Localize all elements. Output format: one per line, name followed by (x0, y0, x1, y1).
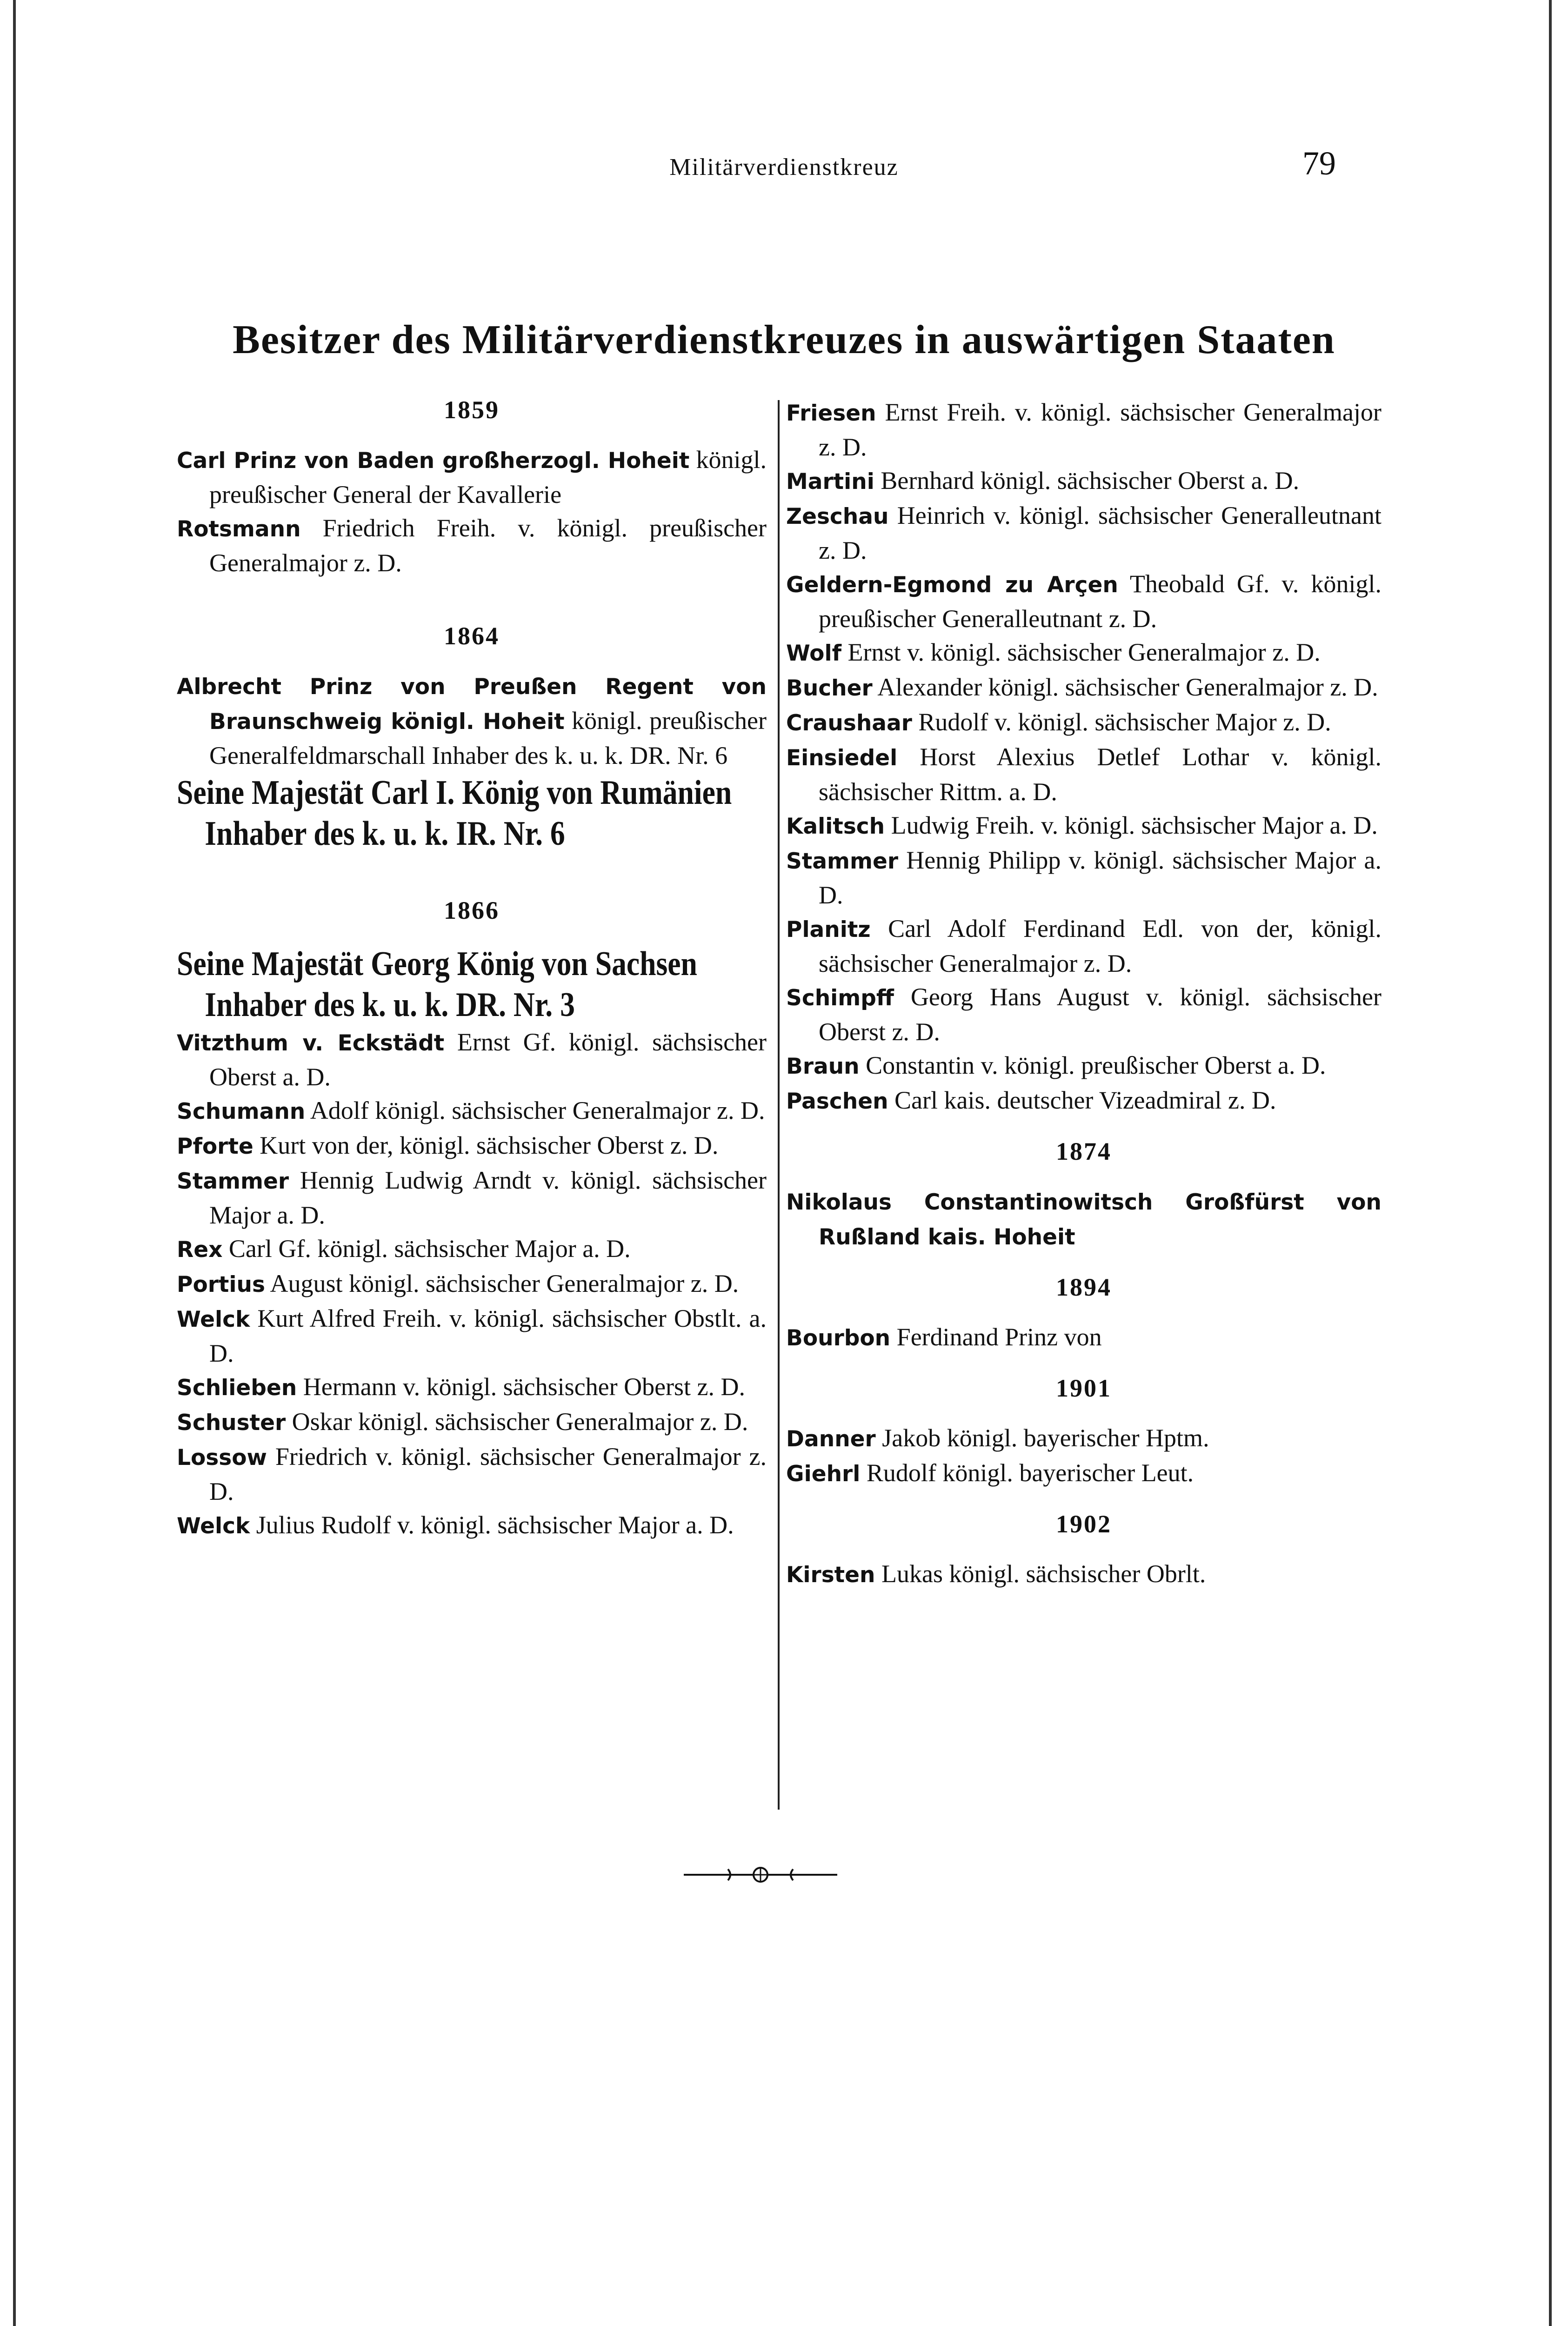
entry-name: Nikolaus Constantinowitsch Großfürst von Rußland kais. Hoheit (786, 1190, 1381, 1250)
entry-text: Ernst Gf. königl. sächsischer Oberst a. D. (209, 1028, 767, 1091)
entry-name: Schuster (177, 1410, 286, 1436)
list-item (786, 1320, 1381, 1355)
list-item (177, 1302, 767, 1370)
entry-name: Kirsten (786, 1562, 875, 1588)
entry-text: Julius Rudolf v. königl. sächsischer Major a. D. (250, 1511, 734, 1539)
entry-text: Georg Hans August v. königl. sächsischer Oberst z. D. (819, 983, 1381, 1046)
list-item (177, 443, 767, 511)
entry-name: Schumann (177, 1099, 306, 1124)
entry-name: Pforte (177, 1134, 254, 1159)
entry-name: Rotsmann (177, 516, 301, 542)
entry-text: Jakob königl. bayerischer Hptm. (875, 1424, 1209, 1452)
list-item (177, 1405, 767, 1440)
entry-name: Welck (177, 1513, 250, 1539)
list-item (786, 567, 1381, 635)
list-item (786, 1557, 1381, 1592)
list-item (177, 511, 767, 580)
entry-name: Carl Prinz von Baden großherzogl. Hoheit (177, 448, 690, 474)
entry-text: Hennig Ludwig Arndt v. königl. sächsischer Major a. D. (209, 1166, 767, 1229)
entry-name: Einsiedel (786, 745, 898, 771)
list-item (786, 705, 1381, 740)
entry-text: Adolf königl. sächsischer Generalmajor z. D. (305, 1096, 765, 1124)
entry-name: Giehrl (786, 1461, 861, 1487)
year-heading: 1866 (444, 896, 500, 924)
list-item (177, 1129, 767, 1163)
entry-name: Welck (177, 1307, 250, 1332)
year-heading: 1894 (1056, 1273, 1112, 1301)
list-item (177, 1440, 767, 1508)
entry-text: Ludwig Freih. v. königl. sächsischer Major a. D. (885, 811, 1378, 839)
entry-name: Martini (786, 469, 874, 495)
list-item (786, 1456, 1381, 1491)
entry-name: Craushaar (786, 710, 912, 736)
entry-name: Rex (177, 1237, 223, 1263)
entry-name: Friesen (786, 401, 876, 426)
entry-name: Wolf (786, 641, 842, 666)
entry-text: Friedrich v. königl. sächsischer Generalmajor z. D. (209, 1443, 767, 1505)
entry-name: Braun (786, 1054, 860, 1079)
entry-name: Stammer (786, 849, 899, 874)
list-item (177, 1232, 767, 1267)
decorative-rule-icon (684, 1865, 837, 1884)
right-column (786, 395, 1381, 1592)
list-item (786, 499, 1381, 567)
column-divider (778, 400, 780, 1810)
year-heading: 1859 (444, 396, 500, 424)
list-item (177, 1370, 767, 1405)
entry-name: Bucher (786, 675, 873, 701)
entry-name: Paschen (786, 1089, 888, 1114)
entry-text: Oskar königl. sächsischer Generalmajor z. D. (286, 1408, 748, 1436)
list-item (786, 740, 1381, 809)
list-item (786, 635, 1381, 670)
list-item (177, 1094, 767, 1129)
entry-text: Rudolf königl. bayerischer Leut. (860, 1459, 1194, 1487)
entry-name: Albrecht Prinz von Preußen Regent von Braunschweig königl. Hoheit (177, 674, 767, 735)
list-item (786, 809, 1381, 843)
list-item (786, 980, 1381, 1049)
entry-name: Stammer (177, 1169, 289, 1194)
page-title: Besitzer des Militärverdienstkreuzes in auswärtigen Staaten (233, 317, 1335, 362)
entry-name: Portius (177, 1272, 265, 1297)
list-item (786, 1049, 1381, 1083)
year-heading: 1874 (1056, 1137, 1112, 1165)
entry-text: Hennig Philipp v. königl. sächsischer Major a. D. (819, 846, 1381, 909)
entry-name: Vitzthum v. Eckstädt (177, 1030, 445, 1056)
entry-text: Kurt von der, königl. sächsischer Oberst z. D. (253, 1131, 719, 1159)
entry-text: August königl. sächsischer Generalmajor z. D. (265, 1270, 739, 1297)
list-item (786, 670, 1381, 705)
entry-text: Bernhard königl. sächsischer Oberst a. D. (874, 467, 1300, 495)
entry-text: Carl Adolf Ferdinand Edl. von der, königl. sächsischer Generalmajor z. D. (819, 915, 1381, 977)
year-heading: 1864 (444, 622, 500, 650)
list-item (177, 1025, 767, 1094)
list-item (786, 464, 1381, 499)
royal-entry: Seine Majestät Carl I. König von Rumänien Inhaber des k. u. k. IR. Nr. 6 (177, 774, 732, 853)
entry-name: Lossow (177, 1445, 267, 1470)
list-item (786, 1421, 1381, 1456)
entry-text: Horst Alexius Detlef Lothar v. königl. sächsischer Rittm. a. D. (819, 743, 1381, 806)
entry-name: Bourbon (786, 1325, 891, 1351)
entry-text: Constantin v. königl. preußischer Oberst a. D. (859, 1051, 1326, 1079)
list-item (786, 1083, 1381, 1118)
entry-text: Heinrich v. königl. sächsischer Generalleutnant z. D. (819, 501, 1381, 564)
entry-name: Schimpff (786, 985, 894, 1011)
entry-name: Kalitsch (786, 814, 885, 839)
entry-text: Ernst v. königl. sächsischer Generalmajor z. D. (841, 638, 1321, 666)
list-item (177, 1508, 767, 1543)
entry-text: Theobald Gf. v. königl. preußischer Generalleutnant z. D. (819, 570, 1381, 633)
entry-text: Hermann v. königl. sächsischer Oberst z. D. (297, 1373, 745, 1401)
entry-name: Schlieben (177, 1375, 297, 1401)
page-number: 79 (1302, 145, 1336, 182)
entry-name: Zeschau (786, 504, 889, 529)
left-column (177, 395, 767, 1543)
list-item (177, 1267, 767, 1302)
royal-entry: Seine Majestät Georg König von Sachsen Inhaber des k. u. k. DR. Nr. 3 (177, 945, 697, 1024)
running-header: Militärverdienstkreuz (669, 154, 899, 180)
entry-text: königl. preußischer Generalfeldmarschall Inhaber des k. u. k. DR. Nr. 6 (209, 707, 767, 769)
list-item (786, 395, 1381, 464)
entry-text: Friedrich Freih. v. königl. preußischer Generalmajor z. D. (209, 514, 767, 577)
entry-text: Carl kais. deutscher Vizeadmiral z. D. (888, 1086, 1276, 1114)
entry-text: Carl Gf. königl. sächsischer Major a. D. (222, 1235, 631, 1263)
list-item (177, 1163, 767, 1232)
entry-text: Ernst Freih. v. königl. sächsischer Generalmajor z. D. (819, 398, 1381, 461)
entry-name: Geldern-Egmond zu Arçen (786, 572, 1118, 598)
entry-text: Rudolf v. königl. sächsischer Major z. D. (912, 708, 1331, 736)
list-item (786, 843, 1381, 912)
entry-name: Planitz (786, 917, 871, 942)
list-item (177, 669, 767, 772)
entry-text: königl. preußischer General der Kavallerie (209, 446, 767, 508)
list-item (786, 912, 1381, 980)
list-item (786, 1184, 1381, 1254)
entry-text: Ferdinand Prinz von (890, 1323, 1102, 1351)
entry-name: Danner (786, 1426, 876, 1452)
entry-text: Lukas königl. sächsischer Obrlt. (875, 1560, 1206, 1588)
entry-text: Alexander königl. sächsischer Generalmajor z. D. (872, 673, 1378, 701)
entry-text: Kurt Alfred Freih. v. königl. sächsischer Obstlt. a. D. (209, 1304, 767, 1367)
year-heading: 1902 (1056, 1510, 1112, 1538)
year-heading: 1901 (1056, 1374, 1112, 1402)
